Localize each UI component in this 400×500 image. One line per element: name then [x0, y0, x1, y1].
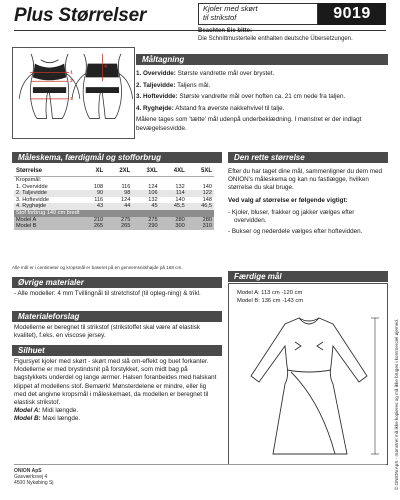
table-cell: 106 [132, 190, 159, 197]
model-label-box [198, 3, 318, 25]
rette-stoerrelse-p2: Ved valg af størrelse er følgende vigtigt: [228, 196, 348, 204]
rette-stoerrelse-text [228, 168, 388, 239]
model-name: Kjoler med skørt [203, 4, 258, 13]
list-item: - Bukser og nederdele vælges efter hoftevidden. [228, 228, 363, 236]
table-cell: 132 [175, 183, 185, 190]
table-cell: 140 [202, 183, 212, 190]
materialeforslag-text: Modellerne er beregnet til strikstof (strikstoffet skal være af elastisk kvalitet), f.eks. en viscose jersey. [14, 324, 201, 340]
model-b-length: Model B: 136 cm -143 cm [237, 298, 304, 304]
table-cell: 275 [132, 217, 159, 224]
table-header-cell: 4XL [160, 167, 187, 177]
silhuet-text [14, 358, 219, 424]
table-cell: 122 [187, 190, 214, 197]
body-figure-illustration [13, 48, 134, 138]
svg-text:1: 1 [70, 70, 73, 76]
table-cell: 43 [81, 203, 105, 210]
table-row [14, 203, 214, 210]
table-cell: 280 [187, 217, 214, 224]
list-item: - Alle modeller: 4 mm Tvillingnål til stretchstof (til opleg-ning) & trikl. [14, 290, 201, 297]
section-header-materialeforslag: Materialeforslag [12, 311, 222, 322]
table-cell: 124 [121, 196, 131, 203]
table-header-cell: Størrelse [14, 167, 81, 177]
measure-item: 1. Overvidde: Største vandrette mål over brystet. [136, 70, 275, 77]
measurement-instructions [136, 70, 386, 133]
measure-note: Målene tages som 'tætte' mål udenpå underbeklædning. I mønstret er der indlagt bevægelsesvidde. [136, 116, 362, 132]
table-row [14, 197, 214, 204]
copyright-vertical [394, 260, 400, 490]
table-cell: Model A [14, 217, 81, 224]
german-note-text: Die Schnittmusterteile enthalten deutsche Übersetzungen. [198, 35, 353, 42]
svg-text:4: 4 [104, 64, 108, 70]
page-title: Plus Størrelser [14, 5, 147, 26]
dress-flat-illustration [229, 284, 389, 466]
model-a-length: Model A: 113 cm -120 cm [237, 290, 303, 296]
table-row [14, 223, 214, 230]
table-cell: 116 [121, 183, 131, 190]
table-cell: 210 [81, 217, 105, 224]
table-row [14, 217, 214, 224]
table-cell: 4. Ryghøjde [14, 203, 81, 210]
table-cell: 275 [105, 217, 132, 224]
table-cell: 108 [93, 183, 104, 190]
table-row [14, 190, 214, 197]
table-cell: 132 [148, 196, 158, 203]
silhuet-description: Figursyet kjoler med skørt - skørt med slå om-effekt og buet forkanter. Modellerne er med brystindsnit på forstykket, som midt bag på bagstykkets underdel og lange ærmer. Halsen foranbeides med halskant klippet af modellens stof. Bemærk! Mønsterdelene er mindre, eller lig med det angivne kropsmål i måleskemaet, da modellen er beregnet til elastisk strikstof. [14, 358, 217, 407]
table-cell: 1. Overvidde [16, 183, 48, 190]
table-row [14, 210, 214, 217]
company-street: Gasværksvej 4 [14, 474, 48, 480]
table-cell: 310 [187, 223, 214, 230]
table-cell: 114 [160, 190, 187, 197]
table-row [14, 177, 214, 184]
table-cell: 140 [175, 196, 185, 203]
svg-text:2: 2 [70, 79, 73, 85]
table-header-cell: 3XL [132, 167, 159, 177]
table-cell: 98 [105, 190, 132, 197]
german-note [198, 28, 390, 43]
table-footnote: Alle mål er i centimeter og kropsmål er baseret på en gennemsnitshøjde på 168 cm. [12, 265, 183, 270]
table-cell: 3. Hoftevidde [16, 196, 49, 203]
table-cell: 124 [148, 183, 158, 190]
section-header-maaleskema: Måleskema, færdigmål og stofforbrug [12, 152, 222, 163]
company-name: ONION ApS [14, 468, 42, 474]
finished-measurements-box [228, 283, 388, 465]
table-cell: 90 [81, 190, 105, 197]
measure-item: 4. Ryghøjde: Afstand fra øverste nakkehvivel til talje. [136, 104, 285, 112]
table-cell: 45 [132, 203, 159, 210]
table-cell: Model B [14, 223, 81, 230]
section-header-faerdige-maal: Færdige mål [228, 271, 388, 282]
table-header-row [14, 167, 214, 177]
table-cell: 46,5 [187, 203, 214, 210]
measure-item: 3. Hoftevidde: Største vandrette mål over hoften ca. 21 cm nede fra taljen. [136, 93, 346, 100]
section-header-oevrige: Øvrige materialer [12, 277, 222, 288]
measure-item: 2. Taljevidde: Taljens mål. [136, 81, 211, 89]
table-cell: Kropsmål: [16, 177, 42, 183]
table-cell: 290 [132, 223, 159, 230]
company-city: 4500 Nykøbing Sj [14, 480, 54, 486]
footer-address [14, 468, 53, 486]
rette-stoerrelse-p1: Efter du har taget dine mål, sammenligner du dem med ONION's måleskema og kan nu fastlægge, hvilken størrelse du skal bruge. [228, 168, 383, 192]
footer-divider [14, 464, 386, 465]
table-cell: 300 [160, 223, 187, 230]
section-header-maaltagning: Måltagning [136, 54, 388, 65]
table-cell: Stof forbrug 140 cm bredt [14, 210, 214, 217]
section-header-silhuet: Silhuet [12, 345, 222, 356]
measurement-figure [12, 47, 135, 139]
german-note-title: Beachten Sie bitte: [198, 28, 253, 34]
model-subtitle: til strikstof [203, 12, 237, 22]
copyright-text: © ONION ApS - mønstret må ikke kopieres og må ikke bruges i kommerciel øjemed. [394, 318, 399, 490]
table-cell: 265 [81, 223, 105, 230]
svg-text:3: 3 [70, 96, 73, 102]
table-cell: 44 [105, 203, 132, 210]
table-header-cell: 2XL [105, 167, 132, 177]
table-row [14, 184, 214, 191]
table-cell: 45,5 [160, 203, 187, 210]
table-cell: 148 [202, 196, 212, 203]
size-table [14, 167, 214, 230]
list-item: - Kjoler, bluser, frakker og jakker vælges efter overvidden. [228, 208, 355, 225]
model-number: 9019 [318, 3, 386, 25]
model-a-line: Model A: Midi længde. [14, 407, 79, 415]
section-header-rette-stoerrelse: Den rette størrelse [228, 152, 388, 163]
oevrige-text [14, 290, 219, 298]
table-cell: 116 [94, 196, 104, 203]
table-cell: 280 [160, 217, 187, 224]
table-header-cell: XL [81, 167, 105, 177]
table-header-cell: 5XL [187, 167, 214, 177]
table-cell: 265 [105, 223, 132, 230]
model-b-line: Model B: Maxi længde. [14, 415, 81, 423]
table-cell: 2. Taljevidde [14, 190, 81, 197]
